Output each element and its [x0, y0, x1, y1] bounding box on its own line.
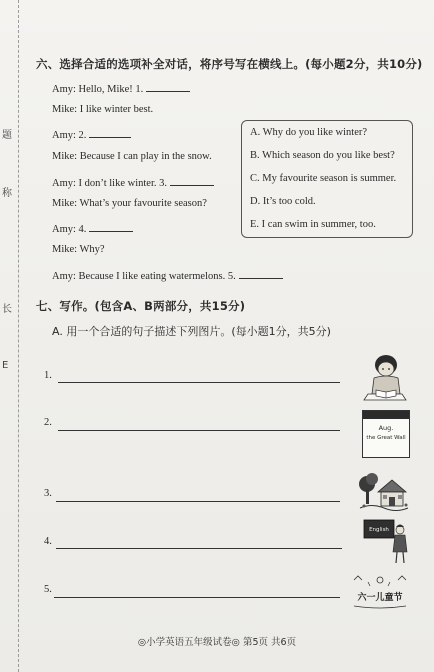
option-a: A. Why do you like winter?: [250, 127, 368, 138]
blackboard-text: English: [369, 527, 389, 533]
margin-mark: 称: [2, 188, 12, 199]
option-c: C. My favourite season is summer.: [250, 173, 397, 184]
option-d: D. It’s too cold.: [250, 196, 316, 207]
dialogue-text: Amy: Because I like eating watermelons. 5.: [52, 271, 236, 282]
writing-item-number: 5.: [44, 584, 52, 595]
answer-blank-3[interactable]: [170, 175, 214, 186]
answer-blank-1[interactable]: [146, 81, 190, 92]
dialogue-line-6: [52, 198, 207, 209]
options-box: [241, 120, 413, 238]
dialogue-text: Amy: 4.: [52, 224, 87, 235]
childrens-day-icon: [350, 574, 410, 612]
dialogue-line-3: [52, 127, 131, 141]
dialogue-line-7: [52, 221, 133, 235]
dialogue-line-5: [52, 175, 214, 189]
dialogue-text: Amy: I don’t like winter. 3.: [52, 178, 168, 189]
calendar-month: Aug.: [378, 424, 394, 432]
dialogue-line-9: [52, 268, 283, 282]
writing-item-number: 3.: [44, 488, 52, 499]
writing-line-3[interactable]: [56, 501, 340, 502]
dialogue-text: Mike: Why?: [52, 244, 105, 255]
dialogue-line-4: [52, 151, 212, 162]
dialogue-text: Amy: Hello, Mike! 1.: [52, 84, 144, 95]
dialogue-line-1: [52, 81, 190, 95]
childrens-day-text: 六一儿童节: [357, 593, 403, 603]
dialogue-text: Mike: What’s your favourite season?: [52, 198, 207, 209]
house-garden-icon: [358, 470, 410, 512]
dialogue-text: Amy: 2.: [52, 130, 87, 141]
writing-item-number: 4.: [44, 536, 52, 547]
margin-mark: E: [2, 360, 9, 371]
section7-title: 七、写作。(包含A、B两部分，共15分): [36, 299, 246, 313]
writing-line-1[interactable]: [58, 382, 340, 383]
dialogue-line-8: [52, 244, 105, 255]
student-reading-icon: [362, 350, 408, 404]
calendar-icon: [362, 410, 410, 458]
writing-item-number: 2.: [44, 417, 52, 428]
answer-blank-4[interactable]: [89, 221, 133, 232]
binding-line: [18, 0, 19, 672]
dialogue-text: Mike: I like winter best.: [52, 104, 154, 115]
writing-line-2[interactable]: [58, 430, 340, 431]
dialogue-text: Mike: Because I can play in the snow.: [52, 151, 212, 162]
calendar-header: [363, 411, 409, 419]
writing-line-5[interactable]: [54, 597, 340, 598]
section7-subtitle: A. 用一个合适的句子描述下列图片。(每小题1分，共5分): [52, 325, 331, 338]
margin-mark: 长: [2, 304, 12, 315]
calendar-caption: the Great Wall: [366, 435, 406, 441]
blackboard-teacher-icon: [362, 516, 410, 566]
margin-mark: 题: [2, 130, 12, 141]
option-e: E. I can swim in summer, too.: [250, 219, 376, 230]
dialogue-line-2: [52, 104, 153, 115]
answer-blank-2[interactable]: [89, 127, 131, 138]
page-footer: ◎小学英语五年级试卷◎ 第5页 共6页: [137, 637, 297, 648]
section6-title: 六、选择合适的选项补全对话，将序号写在横线上。(每小题2分，共10分): [36, 57, 423, 71]
writing-item-number: 1.: [44, 370, 52, 381]
writing-line-4[interactable]: [56, 548, 342, 549]
answer-blank-5[interactable]: [239, 268, 283, 279]
option-b: B. Which season do you like best?: [250, 150, 395, 161]
